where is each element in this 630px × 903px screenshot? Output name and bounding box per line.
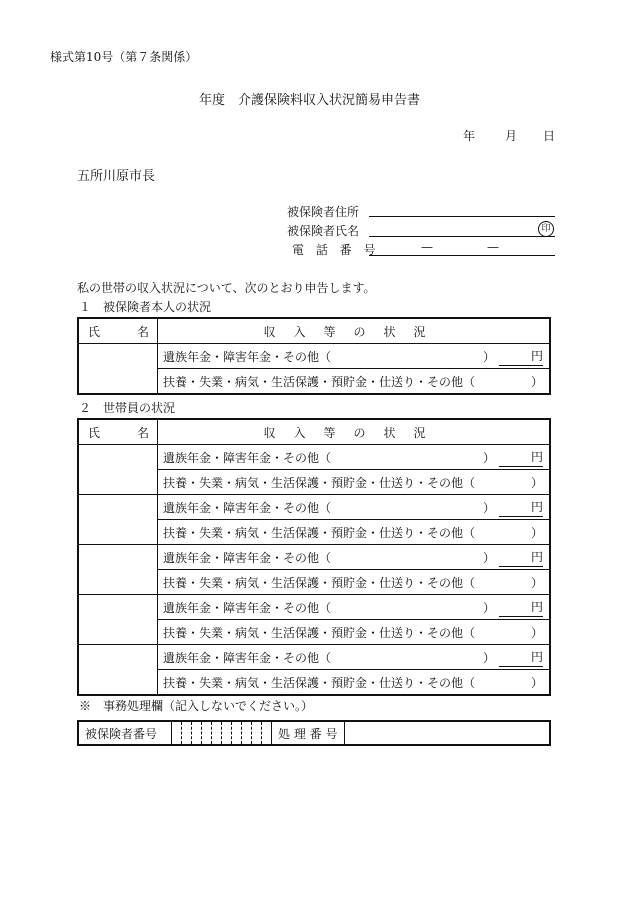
name-header: 氏 名 [78,318,158,344]
office-heading: ※ 事務処理欄（記入しないでください。） [79,699,314,713]
name-header: 氏 名 [78,419,158,445]
date-day: 日 [543,129,556,143]
pension-line[interactable]: 遺族年金・障害年金・その他（ ） 円 [158,545,551,570]
support-line[interactable]: 扶養・失業・病気・生活保護・預貯金・仕送り・その他（ ） [158,369,551,395]
phone-field[interactable] [369,255,555,256]
address-field[interactable] [369,216,555,217]
processing-number-label: 処 理 番 号 [272,721,345,745]
section1-heading: １ 被保険者本人の状況 [79,300,212,314]
pension-line[interactable]: 遺族年金・障害年金・その他（ ） 円 [158,445,551,470]
name-label: 被保険者氏名 [287,224,360,238]
income-header: 収入等の状況 [158,419,551,445]
member-name-cell[interactable] [78,445,158,495]
member-name-cell[interactable] [78,495,158,545]
insured-number-digit[interactable] [222,721,232,745]
insured-number-digit[interactable] [182,721,192,745]
self-income-table [77,317,551,395]
household-income-table [77,418,551,696]
insured-number-digit[interactable] [172,721,182,745]
insured-number-digit[interactable] [232,721,242,745]
insured-number-digit[interactable] [242,721,252,745]
insured-number-digit[interactable] [262,721,272,745]
insured-number-label: 被保険者番号 [78,721,172,745]
support-line[interactable]: 扶養・失業・病気・生活保護・預貯金・仕送り・その他（ ） [158,470,551,495]
insured-number-digit[interactable] [192,721,202,745]
section2-heading: ２ 世帯員の状況 [79,401,176,415]
member-name-cell[interactable] [78,645,158,696]
pension-line[interactable]: 遺族年金・障害年金・その他（ ） 円 [158,645,551,670]
support-line[interactable]: 扶養・失業・病気・生活保護・預貯金・仕送り・その他（ ） [158,570,551,595]
member-name-cell[interactable] [78,545,158,595]
phone-separator: — [421,240,433,254]
phone-label: 電 話 番 号 [292,243,380,257]
pension-line[interactable]: 遺族年金・障害年金・その他（ ） 円 [158,495,551,520]
address-label: 被保険者住所 [287,205,360,219]
addressee: 五所川原市長 [77,169,156,184]
office-use-table [77,720,551,746]
intro-text: 私の世帯の収入状況について、次のとおり申告します。 [77,281,376,295]
insured-number-digit[interactable] [202,721,212,745]
form-number: 様式第10号（第７条関係） [50,50,198,64]
processing-number-field[interactable] [345,721,551,745]
date-year: 年 [463,129,476,143]
seal-mark: 印 [538,221,554,237]
support-line[interactable]: 扶養・失業・病気・生活保護・預貯金・仕送り・その他（ ） [158,670,551,696]
name-field[interactable] [369,236,555,237]
phone-separator: — [487,240,499,254]
insured-number-digit[interactable] [252,721,262,745]
support-line[interactable]: 扶養・失業・病気・生活保護・預貯金・仕送り・その他（ ） [158,620,551,645]
member-name-cell[interactable] [78,595,158,645]
form-title: 年度 介護保険料収入状況簡易申告書 [199,93,421,108]
insured-number-digit[interactable] [212,721,222,745]
pension-line[interactable]: 遺族年金・障害年金・その他（ ） 円 [158,595,551,620]
income-header: 収入等の状況 [158,318,551,344]
pension-line[interactable]: 遺族年金・障害年金・その他（ ） 円 [158,344,551,369]
self-name-cell[interactable] [78,344,158,395]
support-line[interactable]: 扶養・失業・病気・生活保護・預貯金・仕送り・その他（ ） [158,520,551,545]
date-month: 月 [505,129,518,143]
